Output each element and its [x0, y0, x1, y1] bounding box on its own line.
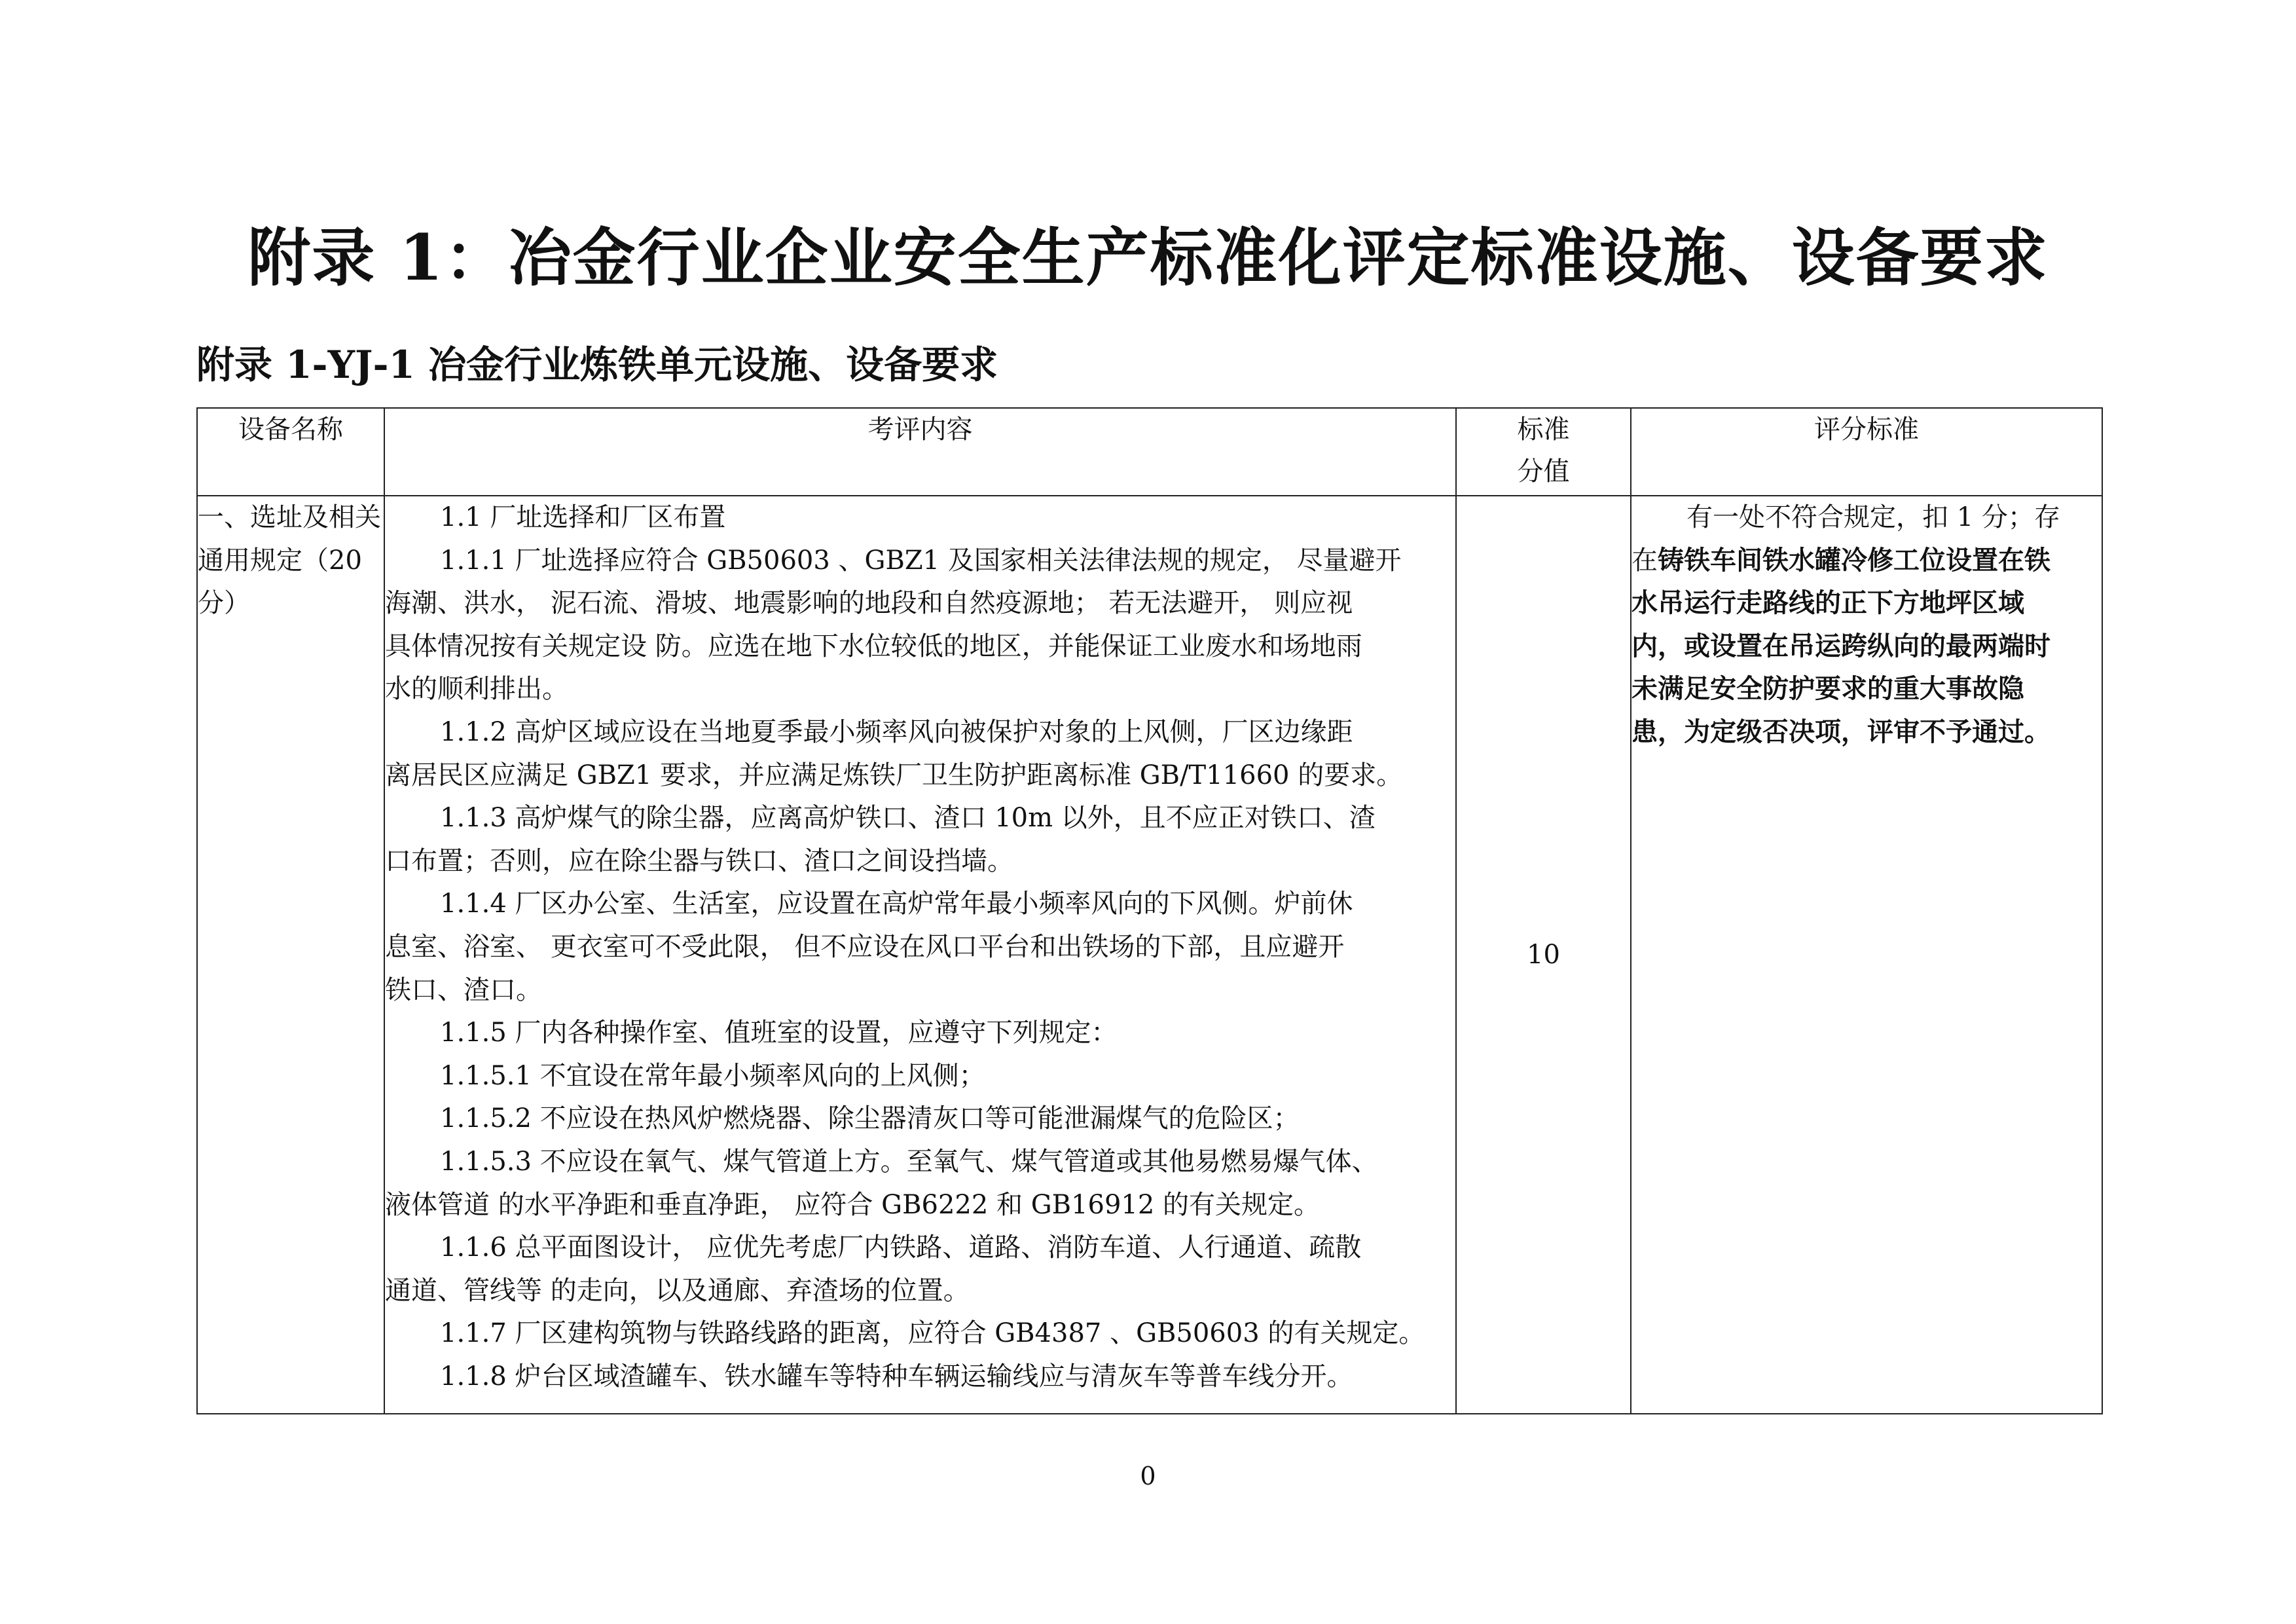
equipment-name-cell: 一、选址及相关 通用规定（20 分）: [197, 496, 384, 1414]
content-line: 1.1.5.3 不应设在氧气、煤气管道上方。至氧气、煤气管道或其他易燃易爆气体、: [440, 1146, 1378, 1177]
content-line: 1.1.5 厂内各种操作室、值班室的设置，应遵守下列规定：: [440, 1018, 1118, 1048]
content-lines: [385, 496, 1455, 1398]
criteria-bold-text: 未满足安全防护要求的重大事故隐: [1631, 674, 2024, 705]
content-line: 1.1.1 厂址选择应符合 GB50603 、GBZ1 及国家相关法律法规的规定， 尽量避开: [440, 545, 1402, 576]
criteria-bold-text: 内，或设置在吊运跨纵向的最两端时: [1631, 631, 2050, 661]
content-line: 具体情况按有关规定设 防。应选在地下水位较低的地区，并能保证工业废水和场地雨: [385, 631, 1362, 661]
content-line: 1.1 厂址选择和厂区布置: [440, 502, 726, 532]
header-score-line2: 分值: [1517, 456, 1570, 487]
header-evaluation-content: 考评内容: [384, 408, 1456, 496]
content-line: 离居民区应满足 GBZ1 要求，并应满足炼铁厂卫生防护距离标准 GB/T11660 的要求。: [385, 760, 1403, 790]
page-number: 0: [1140, 1462, 1156, 1490]
header-score-line1: 标准: [1517, 415, 1570, 445]
header-scoring-criteria: 评分标准: [1631, 408, 2102, 496]
content-line: 1.1.7 厂区建构筑物与铁路线路的距离，应符合 GB4387 、GB50603 的有关规定。: [440, 1318, 1425, 1349]
content-line: 1.1.5.2 不应设在热风炉燃烧器、除尘器清灰口等可能泄漏煤气的危险区；: [440, 1103, 1300, 1134]
content-line: 通道、管线等 的走向，以及通廊、弃渣场的位置。: [385, 1275, 970, 1306]
content-line: 息室、浴室、 更衣室可不受此限， 但不应设在风口平台和出铁场的下部，且应避开: [385, 931, 1345, 962]
criteria-line: [1631, 540, 2102, 583]
header-standard-score: [1456, 408, 1631, 496]
table-header-row: [197, 408, 2102, 496]
criteria-line: [1631, 582, 2102, 625]
content-line: 1.1.2 高炉区域应设在当地夏季最小频率风向被保护对象的上风侧，厂区边缘距: [440, 716, 1353, 747]
criteria-bold-text: 患，为定级否决项，评审不予通过。: [1631, 716, 2050, 747]
content-line: 口布置；否则，应在除尘器与铁口、渣口之间设挡墙。: [385, 845, 1013, 876]
content-line: 1.1.3 高炉煤气的除尘器，应离高炉铁口、渣口 10m 以外，且不应正对铁口、渣: [440, 803, 1376, 834]
criteria-line: [1631, 668, 2102, 711]
criteria-lead-text: 有一处不符合规定，扣 1 分；存: [1686, 502, 2060, 532]
document-title: 附录 1：冶金行业企业安全生产标准化评定标准设施、设备要求: [247, 221, 2049, 295]
content-line: 液体管道 的水平净距和垂直净距， 应符合 GB6222 和 GB16912 的有关规定。: [385, 1189, 1321, 1220]
content-line: 1.1.5.1 不宜设在常年最小频率风向的上风侧；: [440, 1060, 985, 1091]
content-line: 1.1.4 厂区办公室、生活室，应设置在高炉常年最小频率风向的下风侧。炉前休: [440, 889, 1353, 919]
criteria-line: [1631, 625, 2102, 669]
criteria-bold-text: 水吊运行走路线的正下方地坪区域: [1631, 588, 2024, 619]
content-line: 1.1.8 炉台区域渣罐车、铁水罐车等特种车辆运输线应与清灰车等普车线分开。: [440, 1361, 1353, 1392]
evaluation-content-cell: [384, 496, 1456, 1414]
standards-table: [196, 407, 2103, 1414]
content-line: 海潮、洪水， 泥石流、滑坡、地震影响的地段和自然疫源地； 若无法避开， 则应视: [385, 588, 1353, 619]
criteria-lead-tail: 在: [1631, 545, 1658, 576]
scoring-criteria-cell: [1631, 496, 2102, 1414]
standard-score-cell: 10: [1456, 496, 1631, 1414]
content-line: 铁口、渣口。: [385, 974, 542, 1005]
table-row: [197, 496, 2102, 1414]
criteria-bold-text: 铸铁车间铁水罐冷修工位设置在铁: [1658, 545, 2050, 576]
content-line: 水的顺利排出。: [385, 674, 568, 705]
section-subtitle: 附录 1-YJ-1 冶金行业炼铁单元设施、设备要求: [196, 342, 998, 387]
content-line: 1.1.6 总平面图设计， 应优先考虑厂内铁路、道路、消防车道、人行通道、疏散: [440, 1232, 1362, 1263]
header-equipment-name: 设备名称: [197, 408, 384, 496]
criteria-line: [1631, 711, 2102, 754]
